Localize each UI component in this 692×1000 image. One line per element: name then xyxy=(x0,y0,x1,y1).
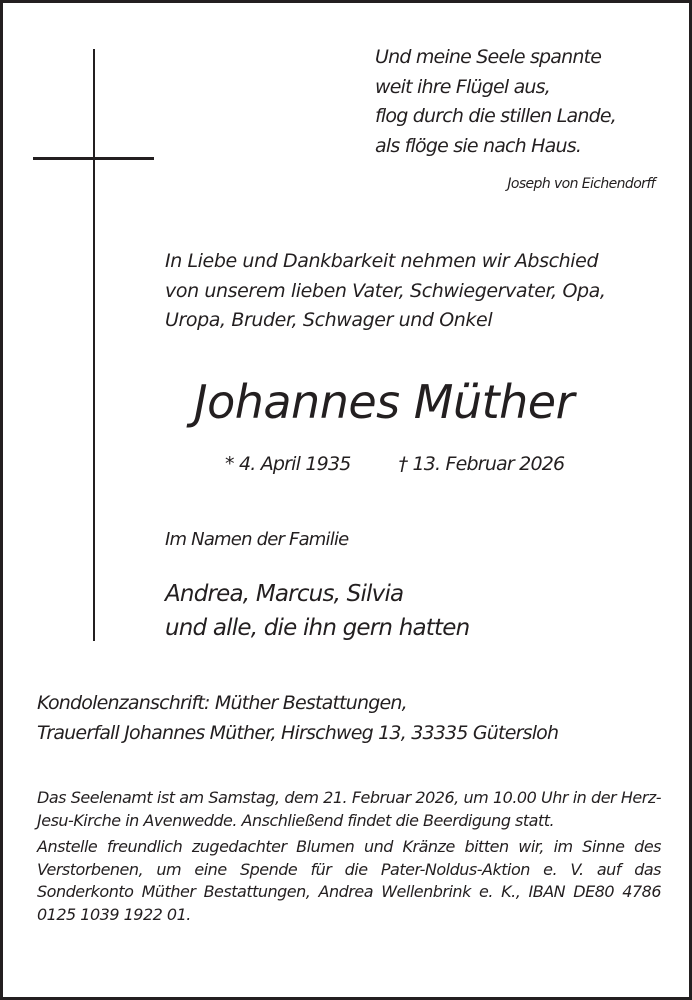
birth-date: * 4. April 1935 xyxy=(225,453,351,475)
service-information xyxy=(37,787,661,930)
life-dates xyxy=(225,453,564,475)
intro-line: von unserem lieben Vater, Schwiegervater, Opa, xyxy=(165,279,606,302)
condolence-line: Trauerfall Johannes Müther, Hirschweg 13, 33335 Gütersloh xyxy=(37,722,559,744)
donation-paragraph: Anstelle freundlich zugedachter Blumen und Kränze bitten wir, im Sinne des Verstorbenen, um eine Spende für die Pater-Noldus-Aktion e. V. auf das Sonderkonto Müther Bestattungen, Andrea Wellenbrink e. K., IBAN DE80 4786 0125 1039 1922 01. xyxy=(37,837,661,924)
intro-line: In Liebe und Dankbarkeit nehmen wir Abschied xyxy=(165,250,599,272)
family-label: Im Namen der Familie xyxy=(165,529,349,550)
service-paragraph: Das Seelenamt ist am Samstag, dem 21. Februar 2026, um 10.00 Uhr in der Herz-Jesu-Kirche in Avenwedde. Anschließend findet die Beerdigung statt. xyxy=(37,788,661,830)
death-date: † 13. Februar 2026 xyxy=(398,453,565,475)
poem-line: als flöge sie nach Haus. xyxy=(375,134,582,157)
intro-line: Uropa, Bruder, Schwager und Onkel xyxy=(165,309,493,331)
condolence-address xyxy=(37,688,558,748)
family-line: Andrea, Marcus, Silvia xyxy=(165,581,404,607)
poem-line: Und meine Seele spannte xyxy=(375,46,602,68)
family-names xyxy=(165,577,469,645)
poem-line: flog durch die stillen Lande, xyxy=(375,105,617,127)
poem-line: weit ihre Flügel aus, xyxy=(375,75,551,98)
poem-author: Joseph von Eichendorff xyxy=(507,176,655,192)
cross-vertical-bar xyxy=(93,49,95,641)
deceased-name: Johannes Müther xyxy=(194,375,574,429)
condolence-line: Kondolenzanschrift: Müther Bestattungen, xyxy=(37,692,407,714)
farewell-intro xyxy=(165,247,606,336)
poem-quote xyxy=(375,43,616,161)
cross-horizontal-bar xyxy=(33,157,154,160)
family-line: und alle, die ihn gern hatten xyxy=(165,615,470,641)
